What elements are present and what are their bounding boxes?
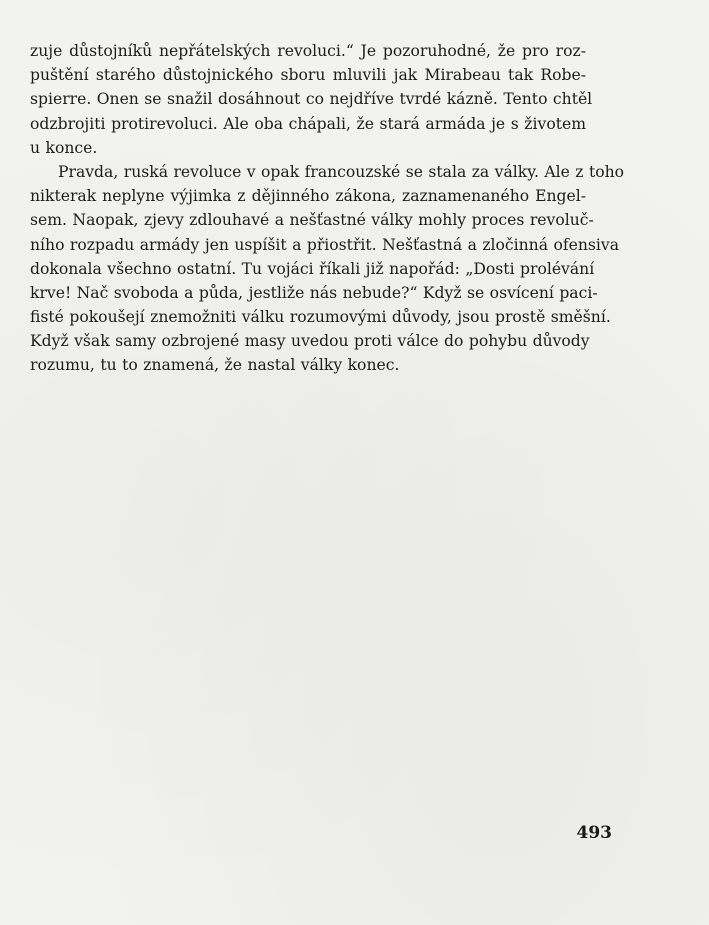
text-line: u konce.	[30, 138, 98, 157]
text-line: Když však samy ozbrojené masy uvedou proti válce do pohybu důvody	[30, 332, 590, 351]
text-line: fisté pokoušejí znemožniti válku rozumovými důvody, jsou prostě směšní.	[30, 308, 611, 327]
text-line: odzbrojiti protirevoluci. Ale oba chápali, že stará armáda je s životem	[30, 114, 586, 133]
text-line: ního rozpadu armády jen uspíšit a přiostřit. Nešťastná a zločinná ofensiva	[30, 235, 620, 254]
paragraph	[30, 160, 625, 378]
text-line: sem. Naopak, zjevy zdlouhavé a nešťastné války mohly proces revoluč-	[30, 211, 594, 230]
text-line: zuje důstojníků nepřátelských revoluci.“ Je pozoruhodné, že pro roz-	[30, 42, 586, 60]
body-text	[30, 39, 625, 378]
text-line: puštění starého důstojnického sboru mluvili jak Mirabeau tak Robe-	[30, 66, 586, 85]
text-line: dokonala všechno ostatní. Tu vojáci říkali již napořád: „Dosti prolévání	[30, 259, 595, 278]
text-line: spierre. Onen se snažil dosáhnout co nejdříve tvrdé kázně. Tento chtěl	[30, 90, 593, 109]
text-line: Pravda, ruská revoluce v opak francouzské se stala za války. Ale z toho	[58, 162, 625, 181]
text-line: rozumu, tu to znamená, že nastal války konec.	[30, 356, 400, 375]
text-line: nikterak neplyne výjimka z dějinného zákona, zaznamenaného Engel-	[30, 187, 586, 206]
paragraph	[30, 39, 593, 160]
text-line: krve! Nač svoboda a půda, jestliže nás nebude?“ Když se osvícení paci-	[30, 283, 598, 302]
page-number: 493	[576, 823, 612, 843]
